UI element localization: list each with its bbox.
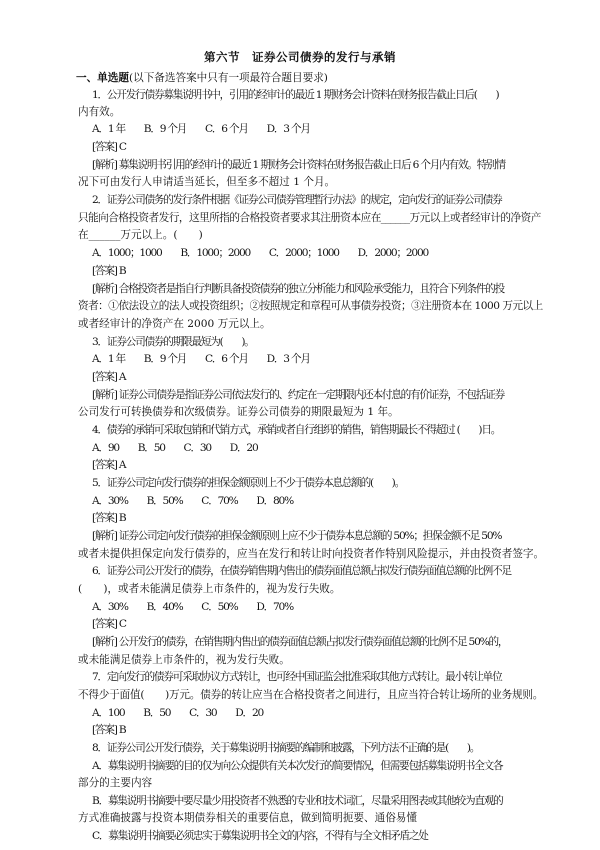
text-line: 4．债券的承销可采取包销和代销方式，承销或者自行组织的销售，销售期最长不得超过 ( )日。 — [92, 424, 501, 436]
text-line: A．30% B．50% C．70% D．80% — [92, 495, 293, 507]
text-line: 不得少于面值( )万元。债券的转让应当在合格投资者之间进行，且应当符合转让场所的业务规则。 — [78, 689, 544, 701]
text-line: 内有效。 — [78, 106, 121, 118]
text-line: [答案] B — [92, 724, 126, 736]
text-line: 2．证券公司债务的发行条件根据《证券公司债券管理暂行办法》的规定，定向发行的证券公司债券 — [92, 194, 502, 206]
text-line: 在______万元以上。( ) — [78, 229, 203, 241]
text-line: [答案] C — [92, 141, 126, 153]
text-line: [答案] C — [92, 618, 126, 630]
text-line: ( )，或者未能满足债券上市条件的，视为发行失败。 — [78, 583, 341, 595]
text-line: A．30% B．40% C．50% D．70% — [92, 601, 293, 613]
text-line: A．1000；1000 B．1000；2000 C．2000；1000 D．2000；2000 — [92, 247, 429, 259]
text-line: 公司发行可转换债券和次级债券。证券公司债券的期限最短为 1 年。 — [78, 406, 399, 418]
text-line: 6．证券公司公开发行的债券，在债券销售期内售出的债券面值总额占拟发行债券面值总额的比例不足 — [92, 565, 511, 577]
text-line: 方式准确披露与投资本期债券相关的重要信息，做到简明扼要、通俗易懂 — [78, 812, 417, 824]
text-line: A．100 B．50 C．30 D．20 — [92, 707, 264, 719]
text-line: [答案] A — [92, 459, 126, 471]
text-line: [解析] 证券公司债券是指证券公司依法发行的、约定在一定期限内还本付息的有价证券，不包括证券 — [92, 389, 504, 401]
text-line: C．募集说明书摘要必须忠实于募集说明书全文的内容，不得有与全文相矛盾之处 — [92, 830, 428, 842]
section-heading-note: (以下备选答案中只有一项最符合题目要求) — [128, 72, 328, 84]
text-line: 部分的主要内容 — [78, 777, 153, 789]
text-line: [答案] B — [92, 512, 126, 524]
text-line: [解析] 募集说明书引用的经审计的最近 1 期财务会计资料在财务报告截止日后 6 个月内有效。特别情 — [92, 159, 505, 171]
text-line: 或未能满足债券上市条件的，视为发行失败。 — [78, 654, 290, 666]
text-line: A．1 年 B．9 个月 C．6 个月 D．3 个月 — [92, 353, 310, 365]
text-line: 况下可由发行人申请适当延长，但至多不超过 1 个月。 — [78, 176, 336, 188]
text-line: 5．证券公司定向发行债券的担保金额原则上不少于债券本息总额的( )。 — [92, 477, 405, 489]
text-line: 或者未提供担保定向发行债券的，应当在发行和转让时向投资者作特别风险提示，并由投资者签字。 — [78, 548, 545, 560]
text-line: [答案] A — [92, 371, 126, 383]
text-line: 1．公开发行债券募集说明书中，引用的经审计的最近 1 期财务会计资料在财务报告截止日后( ) — [92, 89, 499, 101]
text-line: 或者经审计的净资产在 2000 万元以上。 — [78, 318, 271, 330]
text-line: 资者：①依法设立的法人或投资组织；②按照规定和章程可从事债券投资；③注册资本在 1000 万元以上 — [78, 300, 543, 312]
text-line: [解析] 证券公司定向发行债券的担保金额原则上应不少于债券本息总额的 50%；担保金额不足 50% — [92, 530, 502, 542]
text-line: 3．证券公司债券的期限最短为( )。 — [92, 336, 254, 348]
text-line: 7．定向发行的债券可采取协议方式转让，也可经中国证监会批准采取其他方式转让。最小转让单位 — [92, 671, 502, 683]
text-line: A．90 B．50 C．30 D．20 — [92, 442, 258, 454]
text-line: [解析] 公开发行的债券，在销售期内售出的债券面值总额占拟发行债券面值总额的比例不足 50%的， — [92, 636, 508, 648]
text-line: [解析] 合格投资者是指自行判断具备投资债券的独立分析能力和风险承受能力，且符合下列条件的投 — [92, 283, 504, 295]
text-line: [答案] B — [92, 265, 126, 277]
text-line: 8．证券公司公开发行债券，关于募集说明书摘要的编制和披露，下列方法不正确的是( )。 — [92, 742, 480, 754]
text-line: 只能向合格投资者发行，这里所指的合格投资者要求其注册资本应在______万元以上或者经审计的净资产 — [78, 212, 541, 224]
page-title: 第六节 证券公司债券的发行与承销 — [204, 50, 396, 64]
text-line: B．募集说明书摘要中要尽量少用投资者不熟悉的专业和技术词汇，尽量采用图表或其他较为直观的 — [92, 795, 503, 807]
text-line: A．募集说明书摘要的目的仅为向公众提供有关本次发行的简要情况，但需要包括募集说明书全文各 — [92, 760, 503, 772]
text-line: A．1 年 B．9 个月 C．6 个月 D．3 个月 — [92, 123, 310, 135]
section-heading-label: 一、单选题 — [76, 72, 129, 84]
section-heading — [76, 70, 328, 85]
